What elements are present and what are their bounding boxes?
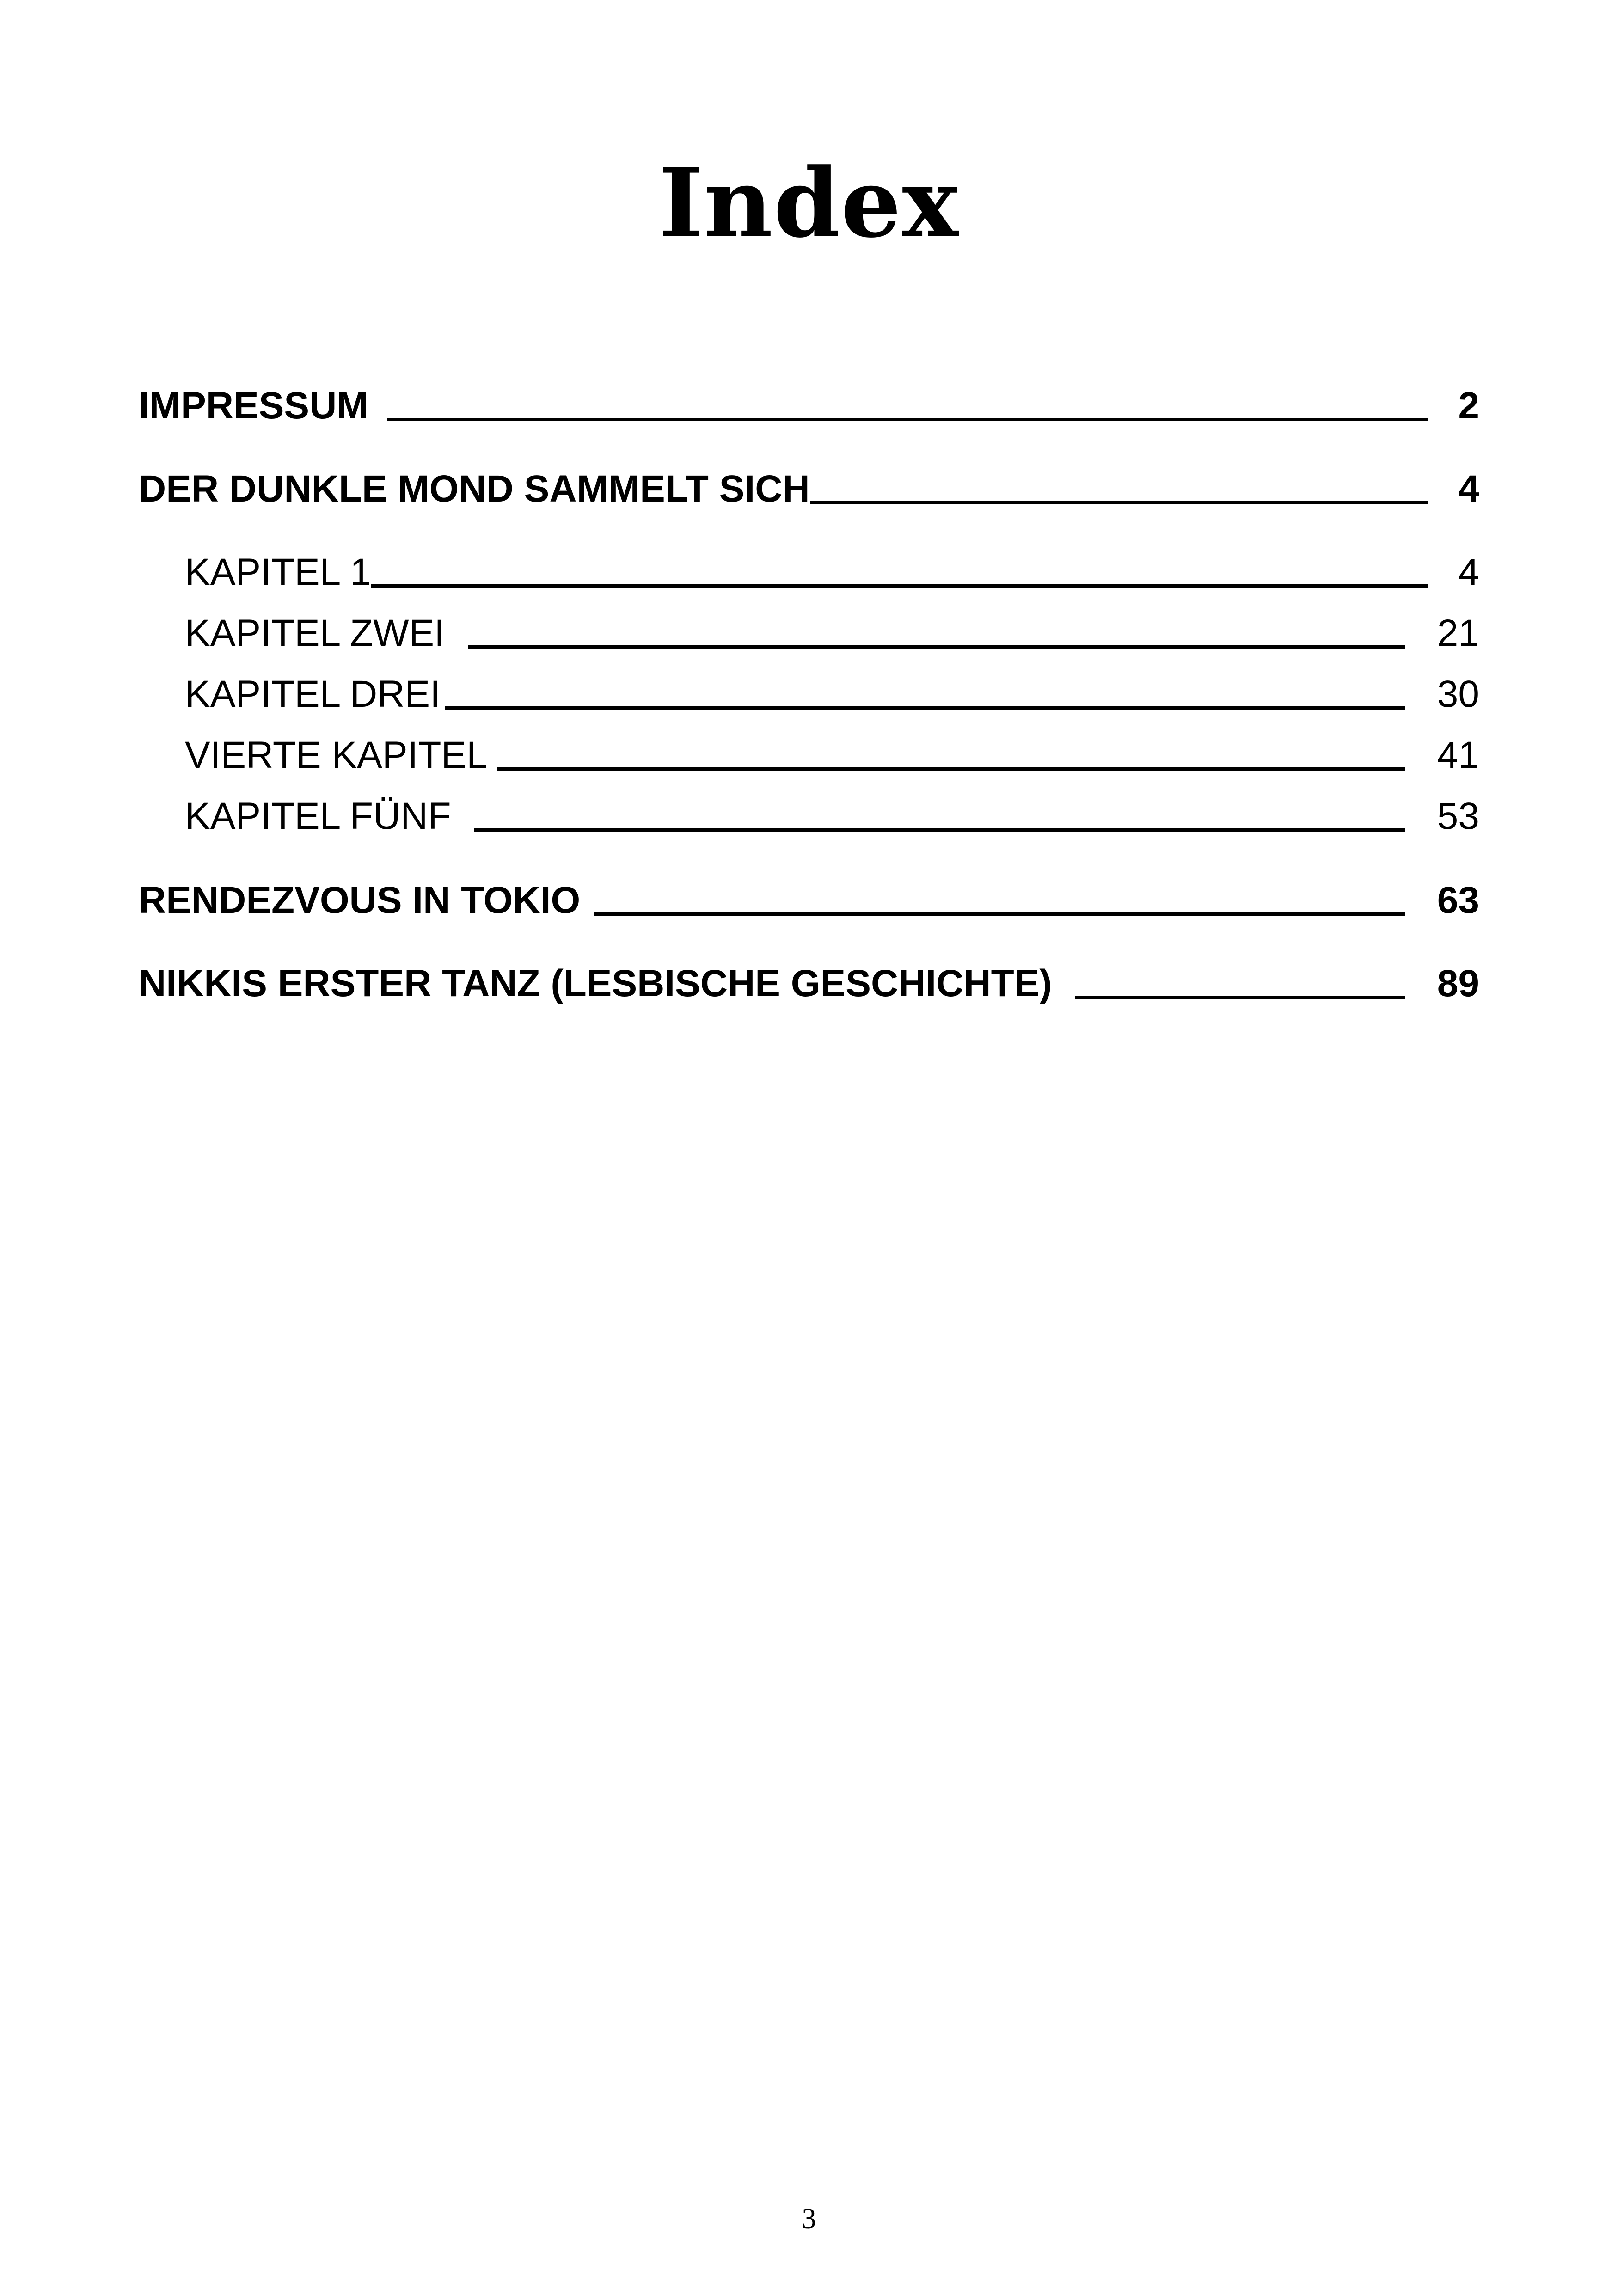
- toc-entry-page: 63: [1437, 879, 1479, 921]
- toc-entry-vierte-kapitel[interactable]: [185, 730, 1479, 781]
- toc-entry-rendezvous-in-tokio[interactable]: [139, 875, 1479, 926]
- toc-entry-page: 4: [1458, 551, 1479, 593]
- toc-leader-line: [594, 912, 1405, 916]
- toc-entry-label: VIERTE KAPITEL: [185, 734, 488, 776]
- toc-entry-label: RENDEZVOUS IN TOKIO: [139, 879, 581, 921]
- toc-leader-line: [371, 584, 1428, 588]
- toc-entry-page: 41: [1437, 734, 1479, 776]
- toc-entry-der-dunkle-mond[interactable]: [139, 464, 1479, 514]
- toc-entry-kapitel-zwei[interactable]: [185, 608, 1479, 659]
- toc-leader-line: [1075, 996, 1405, 999]
- toc-leader-line: [497, 767, 1405, 771]
- toc-entry-impressum[interactable]: [139, 380, 1479, 431]
- toc-entry-page: 30: [1437, 673, 1479, 715]
- toc-entry-page: 2: [1458, 385, 1479, 427]
- toc-entry-label: DER DUNKLE MOND SAMMELT SICH: [139, 468, 810, 510]
- toc-entry-label: IMPRESSUM: [139, 385, 368, 427]
- toc-entry-nikkis-erster-tanz[interactable]: [139, 958, 1479, 1009]
- toc-entry-page: 53: [1437, 795, 1479, 837]
- toc-entry-label: KAPITEL DREI: [185, 673, 441, 715]
- toc-entry-label: NIKKIS ERSTER TANZ (LESBISCHE GESCHICHTE): [139, 962, 1052, 1004]
- toc-leader-line: [474, 828, 1405, 832]
- toc-entry-label: KAPITEL 1: [185, 551, 371, 593]
- toc-entry-page: 89: [1437, 962, 1479, 1004]
- toc-entry-label: KAPITEL FÜNF: [185, 795, 451, 837]
- toc-entry-page: 4: [1458, 468, 1479, 510]
- toc-leader-line: [810, 501, 1428, 504]
- toc-leader-line: [445, 706, 1405, 710]
- toc-entry-kapitel-fuenf[interactable]: [185, 791, 1479, 842]
- table-of-contents: [0, 0, 1618, 1109]
- toc-entry-kapitel-drei[interactable]: [185, 669, 1479, 720]
- toc-entry-kapitel-1[interactable]: [185, 547, 1479, 598]
- page-number: 3: [802, 2203, 816, 2235]
- toc-entry-page: 21: [1437, 612, 1479, 654]
- toc-leader-line: [387, 418, 1428, 421]
- page-title: Index: [658, 148, 960, 259]
- toc-entry-label: KAPITEL ZWEI: [185, 612, 445, 654]
- toc-leader-line: [468, 645, 1405, 649]
